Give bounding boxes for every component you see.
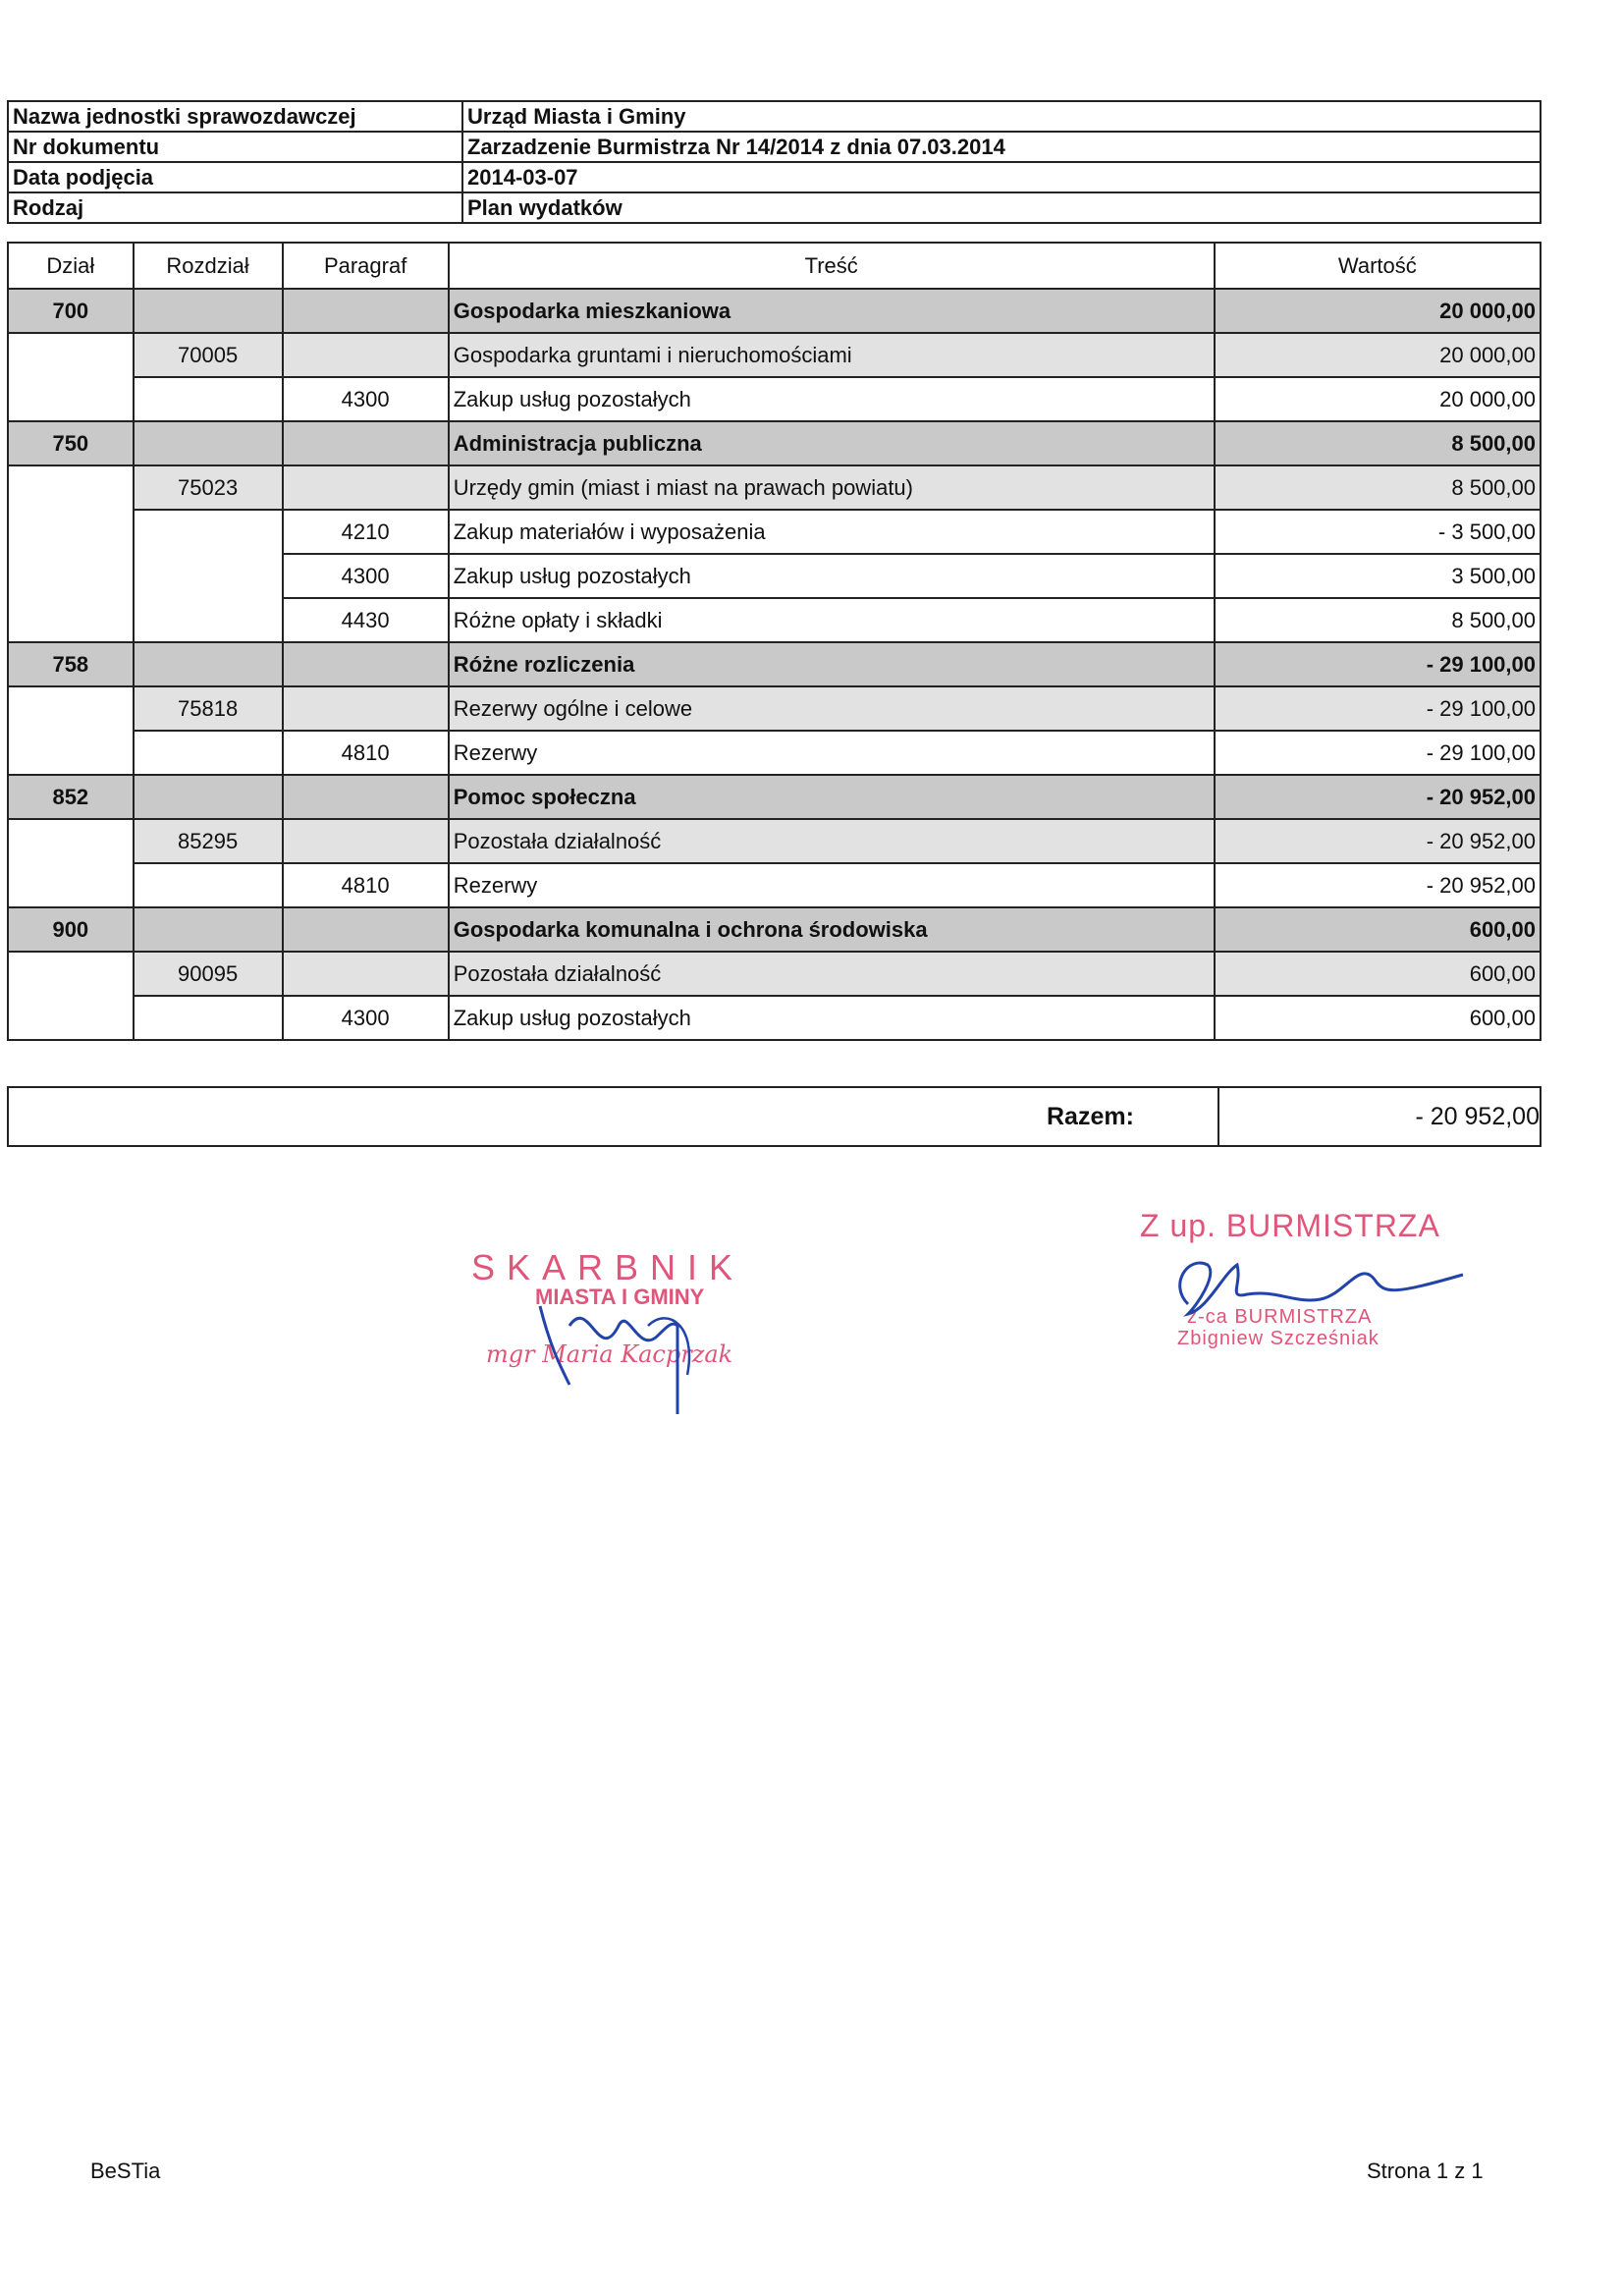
total-label: Razem: xyxy=(1047,1103,1134,1130)
cell-rozdzial xyxy=(134,775,283,819)
cell-rozdzial xyxy=(134,289,283,333)
table-header-row xyxy=(8,243,1541,289)
cell-paragraf xyxy=(283,465,449,510)
cell-wartosc: - 29 100,00 xyxy=(1215,731,1541,775)
cell-paragraf xyxy=(283,952,449,996)
table-row xyxy=(8,333,1541,377)
cell-paragraf: 4810 xyxy=(283,731,449,775)
cell-rozdzial: 70005 xyxy=(134,333,283,377)
cell-paragraf xyxy=(283,333,449,377)
cell-wartosc: - 20 952,00 xyxy=(1215,863,1541,907)
cell-wartosc: 8 500,00 xyxy=(1215,465,1541,510)
header-field-value: Zarzadzenie Burmistrza Nr 14/2014 z dnia 07.03.2014 xyxy=(462,132,1541,162)
cell-dzial: 700 xyxy=(8,289,134,333)
cell-rozdzial xyxy=(134,377,283,421)
table-row xyxy=(8,377,1541,421)
cell-dzial: 852 xyxy=(8,775,134,819)
cell-dzial: 758 xyxy=(8,642,134,686)
cell-wartosc: 20 000,00 xyxy=(1215,333,1541,377)
mayor-deputy-stamp-title: Z up. BURMISTRZA xyxy=(1140,1208,1440,1243)
cell-dzial xyxy=(8,465,134,510)
cell-paragraf xyxy=(283,819,449,863)
cell-wartosc: 8 500,00 xyxy=(1215,598,1541,642)
column-header-wartosc: Wartość xyxy=(1215,243,1541,289)
cell-tresc: Zakup usług pozostałych xyxy=(449,996,1215,1040)
cell-rozdzial xyxy=(134,510,283,554)
cell-tresc: Zakup materiałów i wyposażenia xyxy=(449,510,1215,554)
table-row xyxy=(8,907,1541,952)
cell-paragraf xyxy=(283,421,449,465)
cell-rozdzial xyxy=(134,731,283,775)
cell-rozdzial xyxy=(134,863,283,907)
cell-wartosc: 600,00 xyxy=(1215,996,1541,1040)
cell-tresc: Administracja publiczna xyxy=(449,421,1215,465)
cell-tresc: Różne opłaty i składki xyxy=(449,598,1215,642)
treasurer-stamp-title: SKARBNIK xyxy=(471,1247,745,1287)
cell-rozdzial xyxy=(134,421,283,465)
cell-rozdzial xyxy=(134,598,283,642)
expenditure-plan-table xyxy=(7,242,1542,1041)
cell-paragraf xyxy=(283,289,449,333)
cell-dzial xyxy=(8,952,134,996)
cell-tresc: Rezerwy ogólne i celowe xyxy=(449,686,1215,731)
table-row xyxy=(8,289,1541,333)
cell-rozdzial xyxy=(134,642,283,686)
footer-page-number: Strona 1 z 1 xyxy=(1367,2159,1484,2183)
table-row xyxy=(8,731,1541,775)
cell-dzial xyxy=(8,863,134,907)
cell-tresc: Rezerwy xyxy=(449,731,1215,775)
cell-dzial xyxy=(8,598,134,642)
cell-tresc: Gospodarka komunalna i ochrona środowiska xyxy=(449,907,1215,952)
treasurer-signature xyxy=(511,1267,746,1424)
cell-wartosc: 600,00 xyxy=(1215,952,1541,996)
cell-dzial xyxy=(8,554,134,598)
cell-tresc: Gospodarka gruntami i nieruchomościami xyxy=(449,333,1215,377)
cell-paragraf: 4210 xyxy=(283,510,449,554)
header-field-label: Nr dokumentu xyxy=(8,132,462,162)
header-field-label: Data podjęcia xyxy=(8,162,462,192)
table-row xyxy=(8,510,1541,554)
mayor-deputy-stamp-name: Zbigniew Szcześniak xyxy=(1177,1328,1380,1349)
treasurer-stamp-name: mgr Maria Kacprzak xyxy=(486,1340,733,1368)
cell-tresc: Rezerwy xyxy=(449,863,1215,907)
footer-software-name: BeSTia xyxy=(90,2159,161,2183)
cell-wartosc: - 29 100,00 xyxy=(1215,686,1541,731)
treasurer-stamp-subtitle: MIASTA I GMINY xyxy=(535,1285,705,1309)
header-field-value: 2014-03-07 xyxy=(462,162,1541,192)
cell-paragraf: 4300 xyxy=(283,554,449,598)
column-header-tresc: Treść xyxy=(449,243,1215,289)
table-row xyxy=(8,863,1541,907)
cell-wartosc: 600,00 xyxy=(1215,907,1541,952)
table-row xyxy=(8,686,1541,731)
column-header-dzial: Dział xyxy=(8,243,134,289)
header-field-label: Rodzaj xyxy=(8,192,462,223)
cell-tresc: Pomoc społeczna xyxy=(449,775,1215,819)
cell-paragraf xyxy=(283,686,449,731)
table-row xyxy=(8,465,1541,510)
header-row xyxy=(8,101,1541,132)
cell-tresc: Zakup usług pozostałych xyxy=(449,377,1215,421)
header-row xyxy=(8,162,1541,192)
cell-wartosc: - 29 100,00 xyxy=(1215,642,1541,686)
column-header-rozdzial: Rozdział xyxy=(134,243,283,289)
cell-paragraf: 4300 xyxy=(283,377,449,421)
total-value: - 20 952,00 xyxy=(1217,1088,1543,1145)
cell-paragraf xyxy=(283,642,449,686)
deputy-mayor-signature xyxy=(1149,1245,1473,1334)
header-row xyxy=(8,192,1541,223)
cell-dzial xyxy=(8,377,134,421)
table-row xyxy=(8,952,1541,996)
cell-dzial xyxy=(8,510,134,554)
cell-wartosc: 20 000,00 xyxy=(1215,377,1541,421)
cell-rozdzial: 75818 xyxy=(134,686,283,731)
table-row xyxy=(8,421,1541,465)
cell-paragraf: 4300 xyxy=(283,996,449,1040)
total-row xyxy=(7,1086,1542,1147)
table-row xyxy=(8,775,1541,819)
cell-wartosc: - 20 952,00 xyxy=(1215,775,1541,819)
cell-paragraf xyxy=(283,775,449,819)
cell-paragraf: 4430 xyxy=(283,598,449,642)
header-row xyxy=(8,132,1541,162)
header-field-value: Urząd Miasta i Gminy xyxy=(462,101,1541,132)
table-row xyxy=(8,598,1541,642)
cell-wartosc: 3 500,00 xyxy=(1215,554,1541,598)
cell-tresc: Pozostała działalność xyxy=(449,819,1215,863)
cell-rozdzial xyxy=(134,996,283,1040)
cell-dzial xyxy=(8,333,134,377)
mayor-deputy-stamp-subtitle: z-ca BURMISTRZA xyxy=(1187,1306,1373,1328)
cell-rozdzial: 75023 xyxy=(134,465,283,510)
cell-dzial: 750 xyxy=(8,421,134,465)
cell-wartosc: 8 500,00 xyxy=(1215,421,1541,465)
cell-tresc: Zakup usług pozostałych xyxy=(449,554,1215,598)
cell-rozdzial xyxy=(134,907,283,952)
document-header-table xyxy=(7,100,1542,224)
cell-rozdzial xyxy=(134,554,283,598)
header-field-value: Plan wydatków xyxy=(462,192,1541,223)
cell-tresc: Różne rozliczenia xyxy=(449,642,1215,686)
cell-rozdzial: 85295 xyxy=(134,819,283,863)
table-row xyxy=(8,996,1541,1040)
cell-dzial xyxy=(8,996,134,1040)
column-header-paragraf: Paragraf xyxy=(283,243,449,289)
table-row xyxy=(8,819,1541,863)
cell-dzial xyxy=(8,819,134,863)
table-row xyxy=(8,642,1541,686)
cell-wartosc: - 20 952,00 xyxy=(1215,819,1541,863)
cell-wartosc: 20 000,00 xyxy=(1215,289,1541,333)
cell-rozdzial: 90095 xyxy=(134,952,283,996)
cell-tresc: Urzędy gmin (miast i miast na prawach powiatu) xyxy=(449,465,1215,510)
cell-paragraf xyxy=(283,907,449,952)
cell-dzial xyxy=(8,731,134,775)
table-row xyxy=(8,554,1541,598)
cell-tresc: Pozostała działalność xyxy=(449,952,1215,996)
cell-paragraf: 4810 xyxy=(283,863,449,907)
cell-dzial: 900 xyxy=(8,907,134,952)
cell-tresc: Gospodarka mieszkaniowa xyxy=(449,289,1215,333)
header-field-label: Nazwa jednostki sprawozdawczej xyxy=(8,101,462,132)
cell-dzial xyxy=(8,686,134,731)
cell-wartosc: - 3 500,00 xyxy=(1215,510,1541,554)
